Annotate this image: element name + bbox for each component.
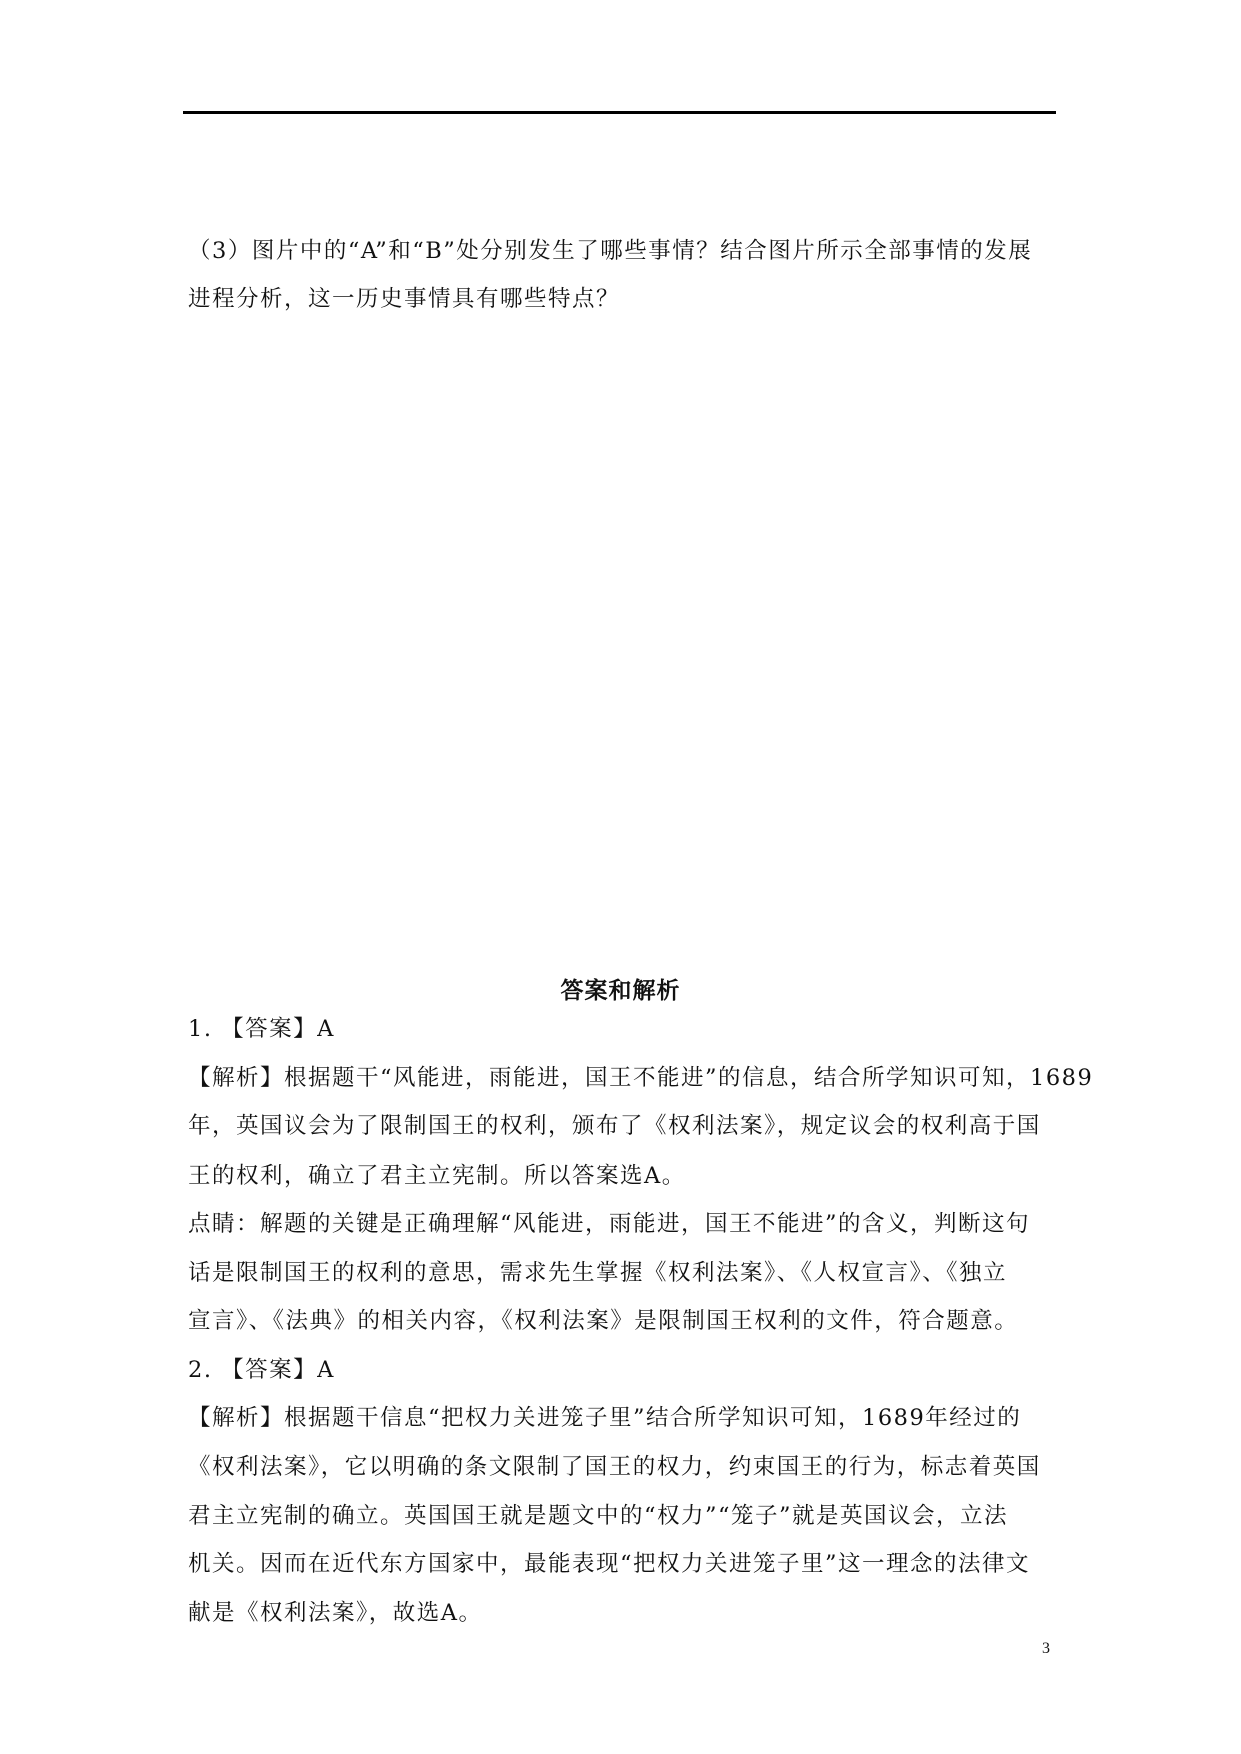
answer-1-line-3: 王的权利，确立了君主立宪制。所以答案选A。: [188, 1163, 686, 1189]
header-rule: [183, 111, 1056, 114]
answer-1-line-1: 【解析】根据题干“风能进，雨能进，国王不能进”的信息，结合所学知识可知，1689: [188, 1065, 1094, 1091]
question-line-1: （3）图片中的“A”和“B”处分别发生了哪些事情？结合图片所示全部事情的发展: [188, 238, 1033, 264]
answer-2-line-4: 机关。因而在近代东方国家中，最能表现“把权力关进笼子里”这一理念的法律文: [188, 1551, 1031, 1577]
answer-1-line-2: 年，英国议会为了限制国王的权利，颁布了《权利法案》，规定议会的权利高于国: [188, 1113, 1041, 1139]
answer-2-line-5: 献是《权利法案》，故选A。: [188, 1600, 483, 1626]
answer-2-label: 2. 【答案】A: [188, 1357, 335, 1383]
answer-2-line-3: 君主立宪制的确立。英国国王就是题文中的“权力”“笼子”就是英国议会，立法: [188, 1503, 1009, 1529]
answer-2-line-1: 【解析】根据题干信息“把权力关进笼子里”结合所学知识可知，1689年经过的: [188, 1405, 1022, 1431]
answer-1-line-4: 点睛：解题的关键是正确理解“风能进，雨能进，国王不能进”的含义，判断这句: [188, 1211, 1031, 1237]
answers-heading: 答案和解析: [560, 978, 681, 1004]
answer-1-line-5: 话是限制国王的权利的意思，需求先生掌握《权利法案》、《人权宣言》、《独立: [188, 1260, 1008, 1286]
answer-2-line-2: 《权利法案》，它以明确的条文限制了国王的权力，约束国王的行为，标志着英国: [188, 1454, 1041, 1480]
answer-1-label: 1. 【答案】A: [188, 1016, 335, 1042]
page-number: 3: [1042, 1640, 1050, 1657]
question-line-2: 进程分析，这一历史事情具有哪些特点？: [188, 286, 621, 312]
answer-1-line-6: 宣言》、《法典》的相关内容，《权利法案》是限制国王权利的文件，符合题意。: [188, 1308, 1019, 1334]
